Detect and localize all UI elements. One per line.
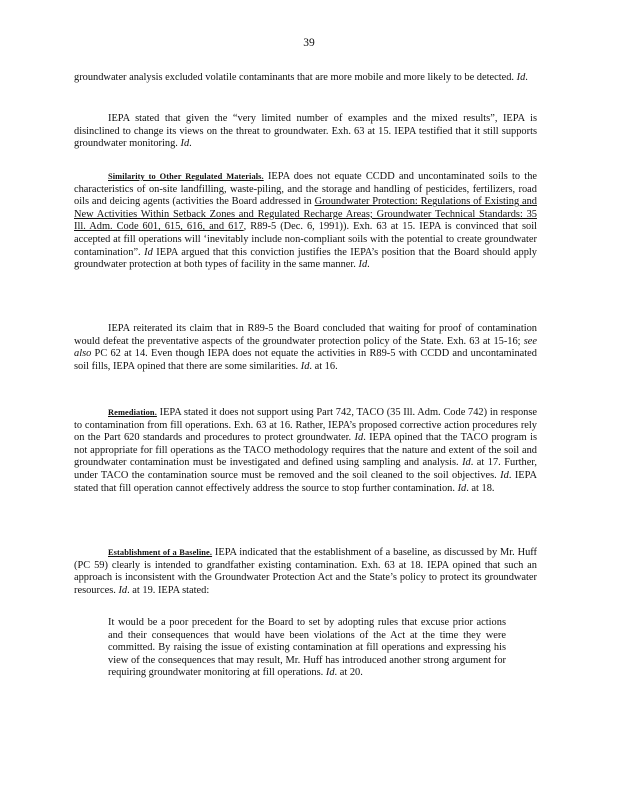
paragraph-text: IEPA stated that given the “very limited number of examples and the mixed results”, IEPA is disinclined to change its views on the threat to groundwater. Exh. 63 at 15. IEPA testified that it still supports groundwater monitoring.	[74, 113, 537, 150]
section-heading-baseline: Establishment of a Baseline.	[108, 548, 213, 557]
paragraph-remediation	[74, 407, 537, 495]
paragraph-text: .	[189, 138, 192, 150]
paragraph-text: . at 18.	[466, 482, 495, 494]
quote-text: It would be a poor precedent for the Board to set by adopting rules that excuse prior actions and their consequences that would have been violations of the Act at the time they were committed. By raising the issue of existing contamination at fill operations and expressing his view of the consequences that may result, Mr. Huff has introduced another strong argument for requiring groundwater monitoring at fill operations.	[108, 617, 506, 679]
paragraph-text: . IEPA stated that fill operation cannot effectively address the source to stop further contamination.	[74, 469, 537, 494]
paragraph-text: . at 17. Further, under TACO the contamination source must be removed and the soil cleaned to the soil objectives.	[74, 457, 537, 481]
paragraph-text: PC 62 at 14. Even though IEPA does not equate the activities in R89-5 with CCDD and uncontaminated soil fills, IEPA opined that there are some similarities.	[74, 348, 537, 372]
paragraph-mixed-results	[74, 113, 537, 151]
citation-id: Id	[325, 667, 335, 679]
paragraph-text: IEPA indicated that the establishment of a baseline, as discussed by Mr. Huff (PC 59) clearly is intended to grandfather existing contamination. Exh. 63 at 18. IEPA opined that such an approach is inconsistent with the Groundwater Protection Act and the State’s policy to protect its groundwater resources.	[74, 547, 537, 596]
paragraph-text: .	[367, 259, 370, 271]
paragraph-volatile-contaminants	[74, 72, 537, 85]
citation-id: Id	[500, 469, 509, 481]
paragraph-text: IEPA reiterated its claim that in R89-5 the Board concluded that waiting for proof of contamination would defeat the preventative aspects of the groundwater protection policy of the State. Exh. 63 at 15-16;	[74, 323, 537, 347]
citation-id: Id	[118, 584, 128, 596]
paragraph-similarity	[74, 171, 537, 272]
citation-id: Id	[144, 246, 153, 258]
citation-id: Id	[516, 72, 526, 83]
paragraph-text: . at 19. IEPA stated:	[127, 584, 210, 596]
block-quote	[108, 617, 506, 680]
paragraph-text: .	[525, 72, 528, 83]
paragraph-text: IEPA does not equate CCDD and uncontaminated soils to the characteristics of on-site landfilling, waste-piling, and the storage and handling of pesticides, fertilizers, road oils and deicing agents (activities the Board addressed in	[74, 171, 537, 208]
paragraph-r89-5	[74, 323, 537, 373]
paragraph-baseline	[74, 547, 537, 597]
paragraph-text: . IEPA opined that the TACO program is not appropriate for fill operations as the TACO methodology requires that the nature and extent of the soil and groundwater contamination must be investigated and defined using sampling and analysis.	[74, 432, 537, 469]
citation-id: Id	[462, 457, 471, 469]
paragraph-text: IEPA argued that this conviction justifies the IEPA’s position that the Board should apply groundwater protection at both types of facility in the same manner.	[74, 246, 537, 271]
quote-text: . at 20.	[334, 667, 363, 679]
rulemaking-reference: Groundwater Protection: Regulations of Existing and New Activities Within Setback Zones and Regulated Recharge Areas; Groundwater Technical Standards: 35 Ill. Adm. Code 601, 615, 616, and 617	[74, 196, 537, 233]
section-heading-similarity: Similarity to Other Regulated Materials.	[108, 172, 264, 181]
citation-id: Id	[354, 432, 364, 444]
paragraph-text: . at 16.	[309, 360, 338, 372]
citation-id: Id	[180, 138, 190, 150]
citation-id: Id	[457, 482, 467, 494]
section-heading-remediation: Remediation.	[108, 408, 157, 417]
paragraph-text: IEPA stated it does not support using Part 742, TACO (35 Ill. Adm. Code 742) in response to contamination from fill operations. Exh. 63 at 16. Rather, IEPA’s proposed corrective action procedures rely on the Part 620 standards and procedures to protect groundwater.	[74, 407, 537, 444]
citation-see-also: see also	[74, 335, 537, 360]
paragraph-text: , R89-5 (Dec. 6, 1991)). Exh. 63 at 15. IEPA is convinced that soil accepted at fill operations will ‘inevitably include non-compliant soils with the potential to create groundwater contamination”.	[74, 221, 537, 258]
citation-id: Id	[358, 259, 368, 271]
page-number: 39	[303, 37, 315, 49]
citation-id: Id	[300, 360, 310, 372]
paragraph-text: groundwater analysis excluded volatile contaminants that are more mobile and more likely to be detected.	[74, 72, 517, 83]
